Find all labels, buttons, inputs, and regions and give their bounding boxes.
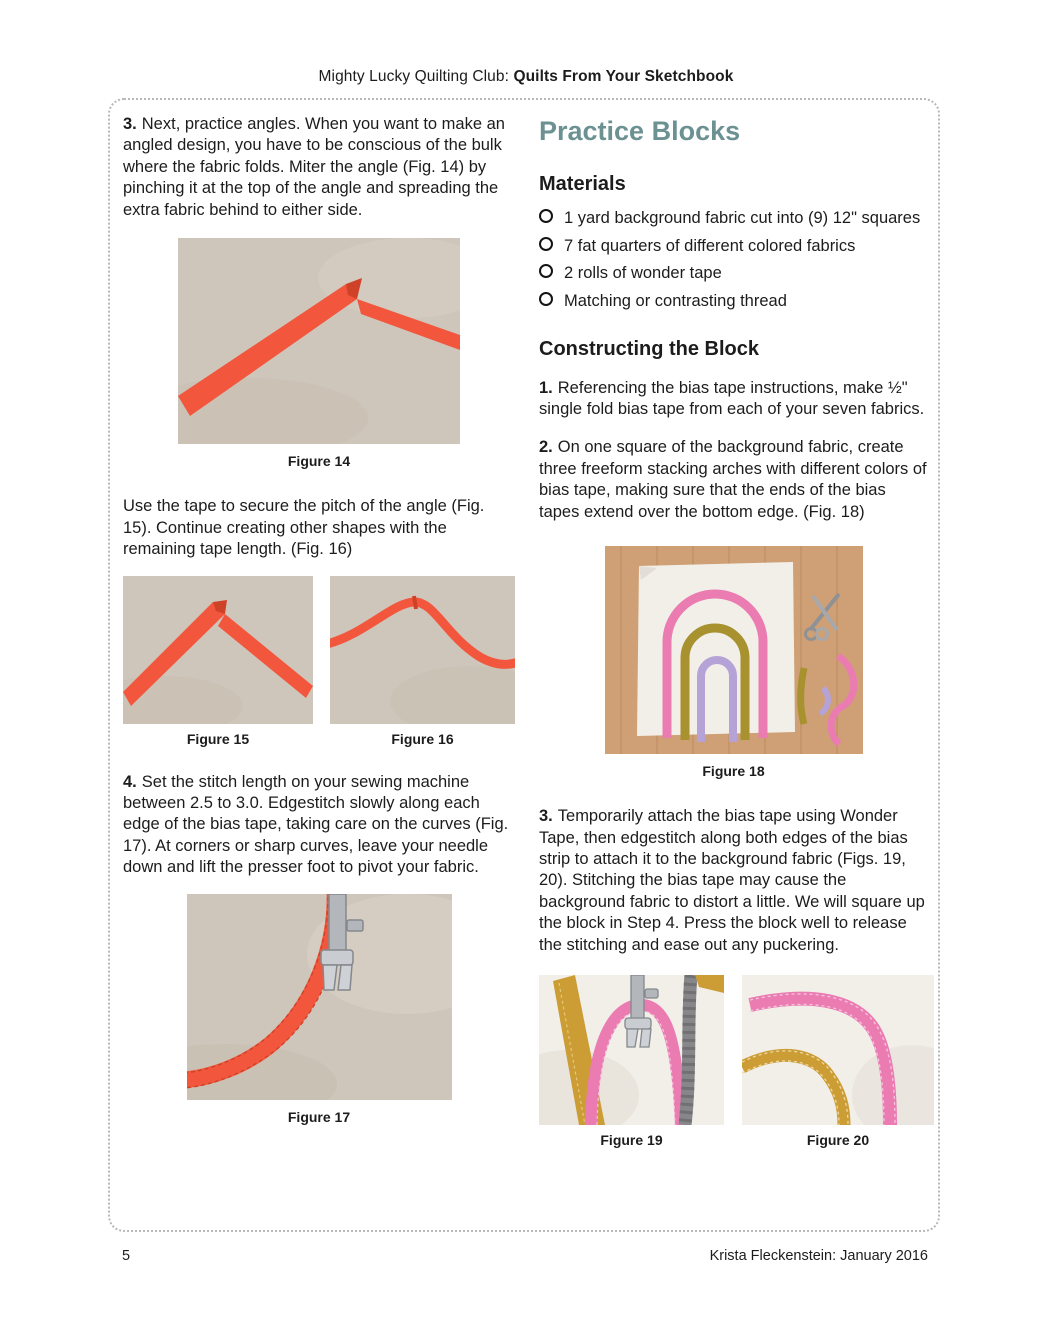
figure16-photo <box>330 576 515 747</box>
plaid-tape-strip <box>685 975 691 1125</box>
figure17-photo <box>187 894 452 1100</box>
figure19-illustration <box>539 975 724 1125</box>
mitered-fold <box>414 596 416 609</box>
circle-bullet-icon <box>539 237 553 251</box>
figure14-caption: Figure 14 <box>287 453 351 470</box>
figure16-caption: Figure 16 <box>391 730 454 747</box>
foot-left-toe <box>323 965 337 990</box>
list-item <box>539 236 928 257</box>
foot-right-toe <box>338 965 352 990</box>
figure15-caption: Figure 15 <box>186 730 250 747</box>
figure20-photo <box>742 975 934 1148</box>
paragraph-step1 <box>539 378 928 421</box>
figures-15-16-row <box>123 576 515 747</box>
step3-number: 3. <box>539 807 553 826</box>
left-column <box>123 112 515 1230</box>
materials-list <box>539 208 928 312</box>
figure14-illustration <box>178 238 460 444</box>
figure17-illustration <box>187 894 452 1100</box>
header-book-title: Quilts From Your Sketchbook <box>513 68 734 85</box>
step2-number: 2. <box>539 438 553 457</box>
figure19-photo <box>539 975 724 1148</box>
step3-text: Next, practice angles. When you want to make an angled design, you have to be conscious of the bulk where the fabric folds. Miter the angle (Fig. 14) by pinching it at the top of the angle and spreading the extra fabric behind to either side. <box>123 115 505 219</box>
circle-bullet-icon <box>539 292 553 306</box>
step1-text: Referencing the bias tape instructions, make ½" single fold bias tape from each of your seven fabrics. <box>539 378 925 418</box>
paragraph-step2 <box>539 437 928 523</box>
materials-heading: Materials <box>539 173 626 195</box>
figures-19-20-row <box>539 975 928 1148</box>
page-title: Practice Blocks <box>539 116 741 146</box>
step3-text: Temporarily attach the bias tape using Wonder Tape, then edgestitch along both edges of the bias strip to attach it to the background fabric (Figs. 19, 20). Stitching the bias tape may cause the background fabric to distort a little. We will square up the block in Step 4. Press the block well to release the stitching and ease out any puckering. <box>539 807 925 954</box>
needle-bar <box>329 894 346 952</box>
material-text: 7 fat quarters of different colored fabrics <box>564 236 856 255</box>
figure15-illustration <box>123 576 313 724</box>
figure17-caption: Figure 17 <box>287 1108 351 1125</box>
figure20-illustration <box>742 975 934 1125</box>
right-column <box>539 112 928 1230</box>
material-text: 1 yard background fabric cut into (9) 12" squares <box>564 209 921 227</box>
paragraph-step4-stitch-length <box>123 772 515 879</box>
step4-text: Set the stitch length on your sewing machine between 2.5 to 3.0. Edgestitch slowly along each edge of the bias tape, taking care on the curves (Fig. 17). At corners or sharp curves, leave your needle down and lift the presser foot to pivot your fabric. <box>123 772 509 877</box>
step2-text: On one square of the background fabric, create three freeform stacking arches with different colors of bias tape, making sure that the ends of the bias tapes extend over the bottom edge. (Fig. 18) <box>539 438 927 521</box>
page-header <box>0 68 1052 86</box>
constructing-heading: Constructing the Block <box>539 337 760 360</box>
page-footer <box>122 1248 928 1264</box>
material-text: 2 rolls of wonder tape <box>564 264 722 283</box>
foot-shank <box>321 950 353 965</box>
figure16-illustration <box>330 576 515 724</box>
background-fabric-square <box>637 562 795 736</box>
material-text: Matching or contrasting thread <box>564 291 787 310</box>
header-club-name: Mighty Lucky Quilting Club: <box>318 68 514 85</box>
figure18-caption: Figure 18 <box>702 763 765 780</box>
figure18-photo <box>605 546 863 754</box>
step1-number: 1. <box>539 378 553 397</box>
figure18-illustration <box>605 546 863 754</box>
circle-bullet-icon <box>539 209 553 223</box>
figure15-frame <box>123 576 313 724</box>
figure19-frame <box>539 975 724 1125</box>
figure16-frame <box>330 576 515 724</box>
list-item <box>539 263 928 284</box>
figure20-frame <box>742 975 934 1125</box>
foot-screw <box>347 920 363 931</box>
list-item <box>539 291 928 312</box>
content-frame <box>108 98 940 1232</box>
footer-credit: Krista Fleckenstein: January 2016 <box>709 1248 928 1264</box>
spare-olive-tape <box>800 668 803 724</box>
paragraph-use-tape: Use the tape to secure the pitch of the angle (Fig. 15). Continue creating other shapes with the remaining tape length. (Fig. 16) <box>123 497 485 559</box>
figure14-photo <box>178 238 460 444</box>
page-number: 5 <box>122 1248 131 1264</box>
figure19-caption: Figure 19 <box>600 1132 663 1149</box>
figure20-caption: Figure 20 <box>806 1132 870 1149</box>
list-item <box>539 208 928 229</box>
paragraph-step3-practice-angles <box>123 114 515 221</box>
circle-bullet-icon <box>539 264 553 278</box>
step4-number: 4. <box>123 772 137 791</box>
step3-number: 3. <box>123 115 137 133</box>
paragraph-step3-attach <box>539 806 928 956</box>
figure15-photo <box>123 576 313 747</box>
